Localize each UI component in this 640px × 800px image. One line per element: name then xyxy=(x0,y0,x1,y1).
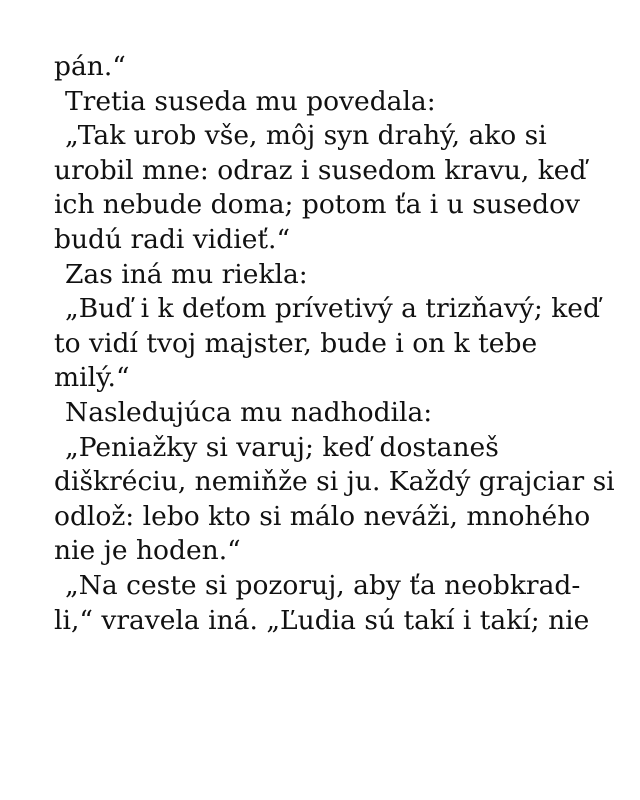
text-line: urobil mne: odraz i susedom kravu, keď xyxy=(54,154,587,186)
text-line: odlož: lebo kto si málo neváži, mnohého xyxy=(54,500,591,532)
text-line: Zas iná mu riekla: xyxy=(65,258,308,290)
text-line: pán.“ xyxy=(54,51,126,82)
page-text xyxy=(54,50,615,638)
text-line: „Tak urob vše, môj syn drahý, ako si xyxy=(65,120,547,152)
text-line: „Peniažky si varuj; keď dostaneš xyxy=(65,431,499,463)
text-line: Nasledujúca mu nadhodila: xyxy=(65,396,433,428)
text-line: Tretia suseda mu povedala: xyxy=(65,85,436,117)
text-line: milý.“ xyxy=(54,362,130,394)
text-line: diškréciu, nemiňže si ju. Každý grajciar si xyxy=(54,466,615,498)
text-line: li,“ vravela iná. „Ľudia sú takí i takí; nie xyxy=(54,604,590,636)
text-line: „Buď i k deťom prívetivý a trizňavý; keď xyxy=(65,293,600,325)
text-line: to vidí tvoj majster, bude i on k tebe xyxy=(54,327,538,359)
text-line: nie je hoden.“ xyxy=(54,535,241,567)
text-line: „Na ceste si pozoruj, aby ťa neobkrad- xyxy=(65,569,581,601)
text-line: budú radi vidieť.“ xyxy=(54,223,291,255)
text-line: ich nebude doma; potom ťa i u susedov xyxy=(54,189,581,221)
